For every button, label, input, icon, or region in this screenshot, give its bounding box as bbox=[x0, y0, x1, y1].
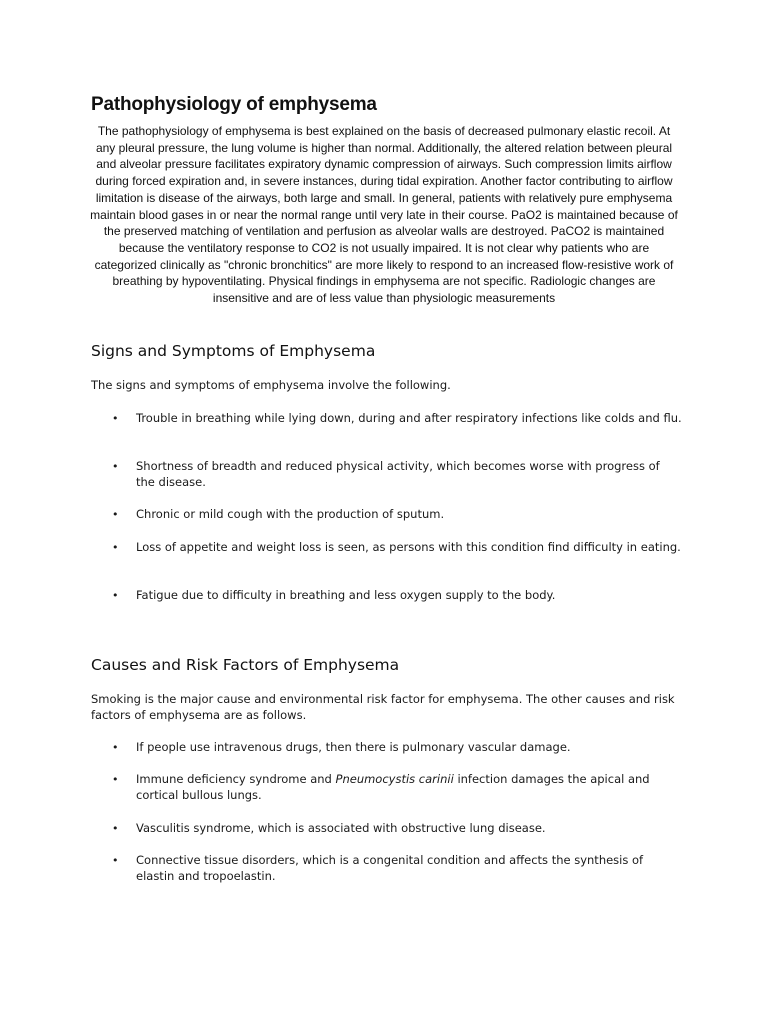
bullet-icon: • bbox=[112, 508, 119, 521]
list-item-text: Loss of appetite and weight loss is seen, as persons with this condition find difficulty in eating. bbox=[136, 540, 681, 554]
list-item-text bbox=[136, 772, 682, 803]
list-item bbox=[112, 459, 682, 490]
list-item bbox=[112, 853, 682, 884]
bullet-icon: • bbox=[112, 773, 119, 786]
list-item bbox=[112, 540, 682, 556]
causes-heading: Causes and Risk Factors of Emphysema bbox=[91, 656, 400, 674]
list-item bbox=[112, 821, 682, 837]
signs-heading: Signs and Symptoms of Emphysema bbox=[91, 342, 376, 360]
list-item bbox=[112, 507, 682, 523]
bullet-icon: • bbox=[112, 460, 119, 473]
bullet-icon: • bbox=[112, 741, 119, 754]
list-item-text: If people use intravenous drugs, then there is pulmonary vascular damage. bbox=[136, 740, 571, 754]
page-title: Pathophysiology of emphysema bbox=[91, 94, 377, 115]
intro-paragraph: The pathophysiology of emphysema is best explained on the basis of decreased pulmonary elastic recoil. At any pleural pressure, the lung volume is higher than normal. Additionally, the altered relation between pleural and alveolar pressure facilitates expiratory dynamic compression of airways. Such compression limits airflow during forced expiration and, in severe instances, during tidal expiration. Another factor contributing to airflow limitation is disease of the airways, both large and small. In general, patients with relatively pure emphysema maintain blood gases in or near the normal range until very late in their course. PaO2 is maintained because of the preserved matching of ventilation and perfusion as alveolar walls are destroyed. PaCO2 is maintained because the ventilatory response to CO2 is not usually impaired. It is not clear why patients who are categorized clinically as "chronic bronchitics" are more likely to respond to an increased flow-resistive work of breathing by hypoventilating. Physical findings in emphysema are not specific. Radiologic changes are insensitive and are of less value than physiologic measurements bbox=[90, 124, 678, 306]
bullet-icon: • bbox=[112, 541, 119, 554]
bullet-icon: • bbox=[112, 854, 119, 867]
list-item bbox=[112, 411, 682, 427]
bullet-icon: • bbox=[112, 822, 119, 835]
list-item-text: Trouble in breathing while lying down, during and after respiratory infections like colds and flu. bbox=[136, 411, 682, 425]
signs-lead: The signs and symptoms of emphysema involve the following. bbox=[91, 378, 451, 392]
list-item-text: Chronic or mild cough with the production of sputum. bbox=[136, 507, 445, 521]
list-item bbox=[112, 588, 682, 604]
organism-name: Pneumocystis carinii bbox=[335, 772, 454, 786]
bullet-icon: • bbox=[112, 412, 119, 425]
list-item-text-start: Immune deficiency syndrome and bbox=[136, 772, 336, 786]
list-item-text: Shortness of breadth and reduced physical activity, which becomes worse with progress of the disease. bbox=[136, 459, 660, 489]
list-item-text-end: infection damages the apical and cortical bullous lungs. bbox=[136, 772, 650, 802]
list-item-text: Connective tissue disorders, which is a congenital condition and affects the synthesis of elastin and tropoelastin. bbox=[136, 853, 644, 883]
list-item bbox=[112, 772, 682, 803]
bullet-icon: • bbox=[112, 589, 119, 602]
list-item-text: Fatigue due to difficulty in breathing and less oxygen supply to the body. bbox=[136, 588, 556, 602]
causes-lead: Smoking is the major cause and environmental risk factor for emphysema. The other causes and risk factors of emphysema are as follows. bbox=[91, 692, 675, 722]
list-item-text: Vasculitis syndrome, which is associated with obstructive lung disease. bbox=[136, 821, 546, 835]
list-item bbox=[112, 740, 682, 756]
